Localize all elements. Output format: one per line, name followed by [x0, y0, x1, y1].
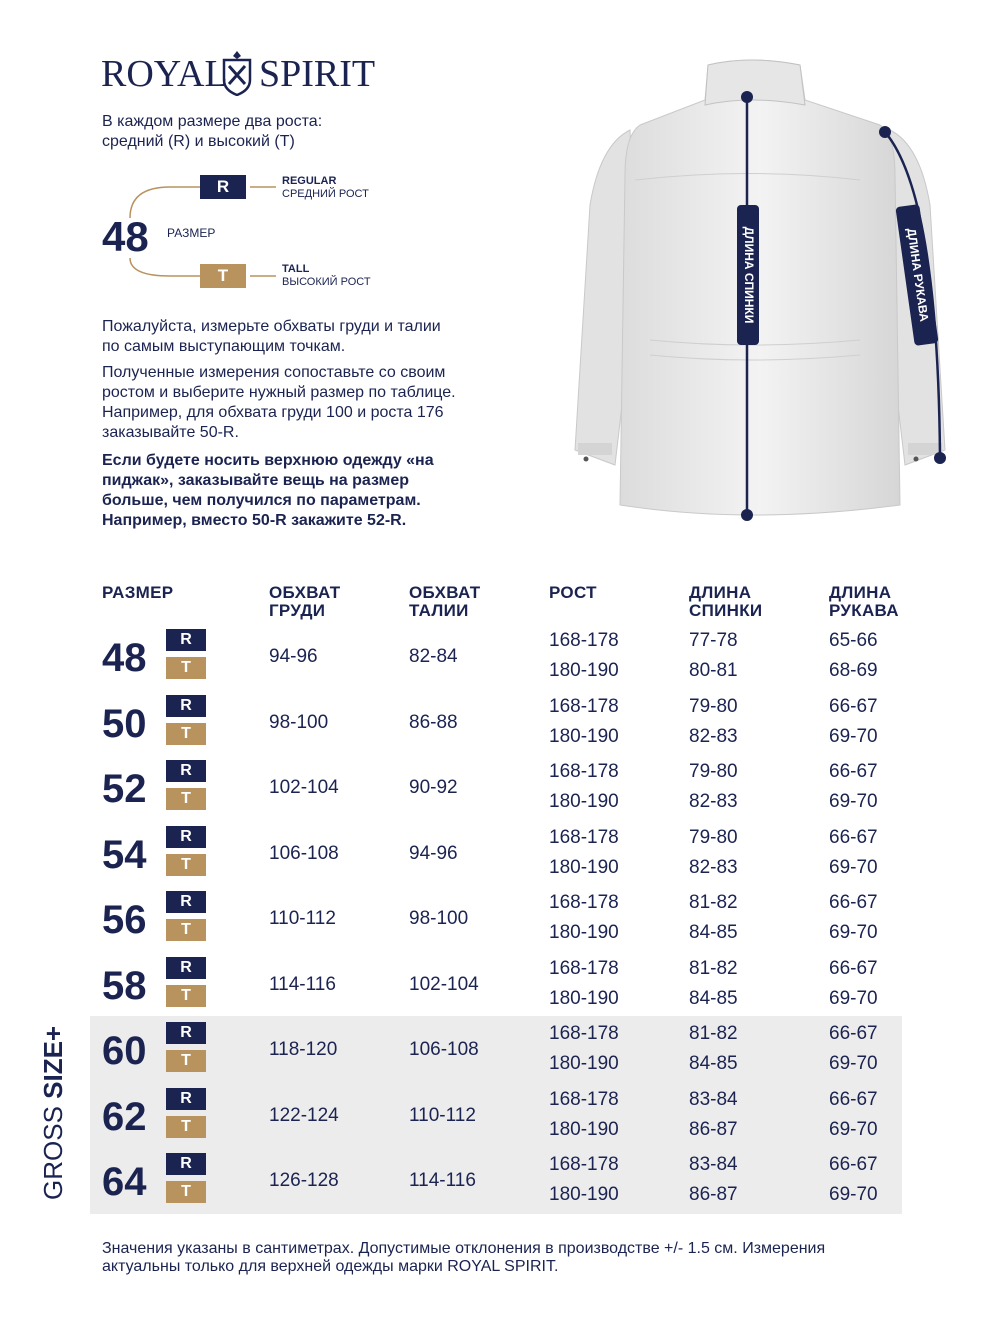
back-tall-cell: 84-85	[689, 987, 738, 1009]
header-text: ДЛИНА	[689, 583, 752, 602]
intro-line: средний (R) и высокий (T)	[102, 133, 295, 150]
gross-label-light: GROSS	[38, 1098, 68, 1200]
sleeve-length-label: ДЛИНА РУКАВА	[904, 227, 932, 323]
legend-size-number: 48	[102, 213, 149, 260]
waist-cell: 106-108	[409, 1039, 479, 1060]
back-tall-cell: 82-83	[689, 791, 738, 812]
regular-badge: R	[166, 629, 206, 651]
size-number: 60	[102, 1029, 147, 1073]
regular-badge: R	[166, 826, 206, 848]
instruction-line: Если будете носить верхнюю одежду «на	[102, 452, 434, 469]
header-waist	[409, 584, 480, 620]
chest-cell: 102-104	[269, 777, 339, 798]
table-row	[0, 956, 1000, 1018]
header-height	[549, 584, 597, 602]
back-regular-cell: 79-80	[689, 761, 738, 782]
header-back	[689, 584, 762, 620]
instruction-line: заказывайте 50-R.	[102, 424, 239, 441]
height-regular-cell: 168-178	[549, 761, 619, 782]
header-text: ГРУДИ	[269, 601, 326, 620]
regular-badge: R	[166, 1022, 206, 1044]
table-row	[0, 694, 1000, 756]
sleeve-regular-cell: 65-66	[829, 630, 878, 651]
height-legend	[100, 170, 430, 295]
height-tall-cell: 180-190	[549, 1184, 619, 1205]
tall-badge: T	[166, 1050, 206, 1072]
height-tall-cell: 180-190	[549, 922, 619, 943]
table-row	[0, 825, 1000, 887]
gross-label-bold: SIZE+	[38, 1025, 68, 1099]
intro-text	[102, 112, 322, 152]
back-regular-cell: 83-84	[689, 1088, 738, 1110]
sleeve-regular-cell: 66-67	[829, 1088, 878, 1110]
chest-cell: 126-128	[269, 1170, 339, 1191]
back-tall-cell: 86-87	[689, 1118, 738, 1140]
chest-cell: 118-120	[269, 1039, 338, 1060]
header-text: ОБХВАТ	[269, 583, 341, 602]
sleeve-tall-cell: 69-70	[829, 987, 878, 1009]
size-number: 64	[102, 1160, 147, 1204]
waist-cell: 114-116	[409, 1170, 476, 1191]
back-regular-cell: 81-82	[689, 892, 738, 913]
regular-badge: R	[166, 1153, 206, 1175]
table-row	[0, 1087, 1000, 1149]
sleeve-regular-cell: 66-67	[829, 1023, 878, 1044]
tall-badge: T	[166, 1116, 206, 1138]
table-row	[0, 1152, 1000, 1214]
legend-regular-badge: R	[200, 175, 246, 199]
header-text: РУКАВА	[829, 601, 899, 620]
sleeve-tall-cell: 69-70	[829, 1184, 878, 1205]
instruction-line: ростом и выберите нужный размер по таблице.	[102, 384, 456, 401]
size-number: 56	[102, 898, 147, 942]
brand-logo	[101, 50, 376, 98]
table-row	[0, 890, 1000, 952]
tall-badge: T	[166, 919, 206, 941]
waist-cell: 98-100	[409, 908, 469, 929]
instruction-line: больше, чем получился по параметрам.	[102, 492, 421, 509]
back-tall-cell: 80-81	[689, 660, 738, 681]
regular-badge: R	[166, 1088, 206, 1110]
waist-cell: 110-112	[409, 1104, 476, 1126]
header-chest	[269, 584, 340, 620]
back-regular-cell: 83-84	[689, 1154, 738, 1175]
header-sleeve	[829, 584, 899, 620]
waist-cell: 90-92	[409, 777, 458, 798]
jacket-diagram	[560, 55, 960, 525]
sleeve-tall-cell: 69-70	[829, 1053, 878, 1074]
legend-size-label: РАЗМЕР	[167, 226, 216, 240]
instruction-line: пиджак», заказывайте вещь на размер	[102, 472, 410, 489]
height-regular-cell: 168-178	[549, 695, 619, 717]
header-text: РОСТ	[549, 583, 597, 602]
back-tall-cell: 82-83	[689, 856, 738, 878]
sleeve-tall-cell: 68-69	[829, 660, 878, 681]
chest-cell: 114-116	[269, 973, 336, 995]
back-tall-cell: 86-87	[689, 1184, 738, 1205]
sleeve-regular-cell: 66-67	[829, 1154, 878, 1175]
size-number: 52	[102, 767, 147, 811]
size-number: 50	[102, 701, 147, 746]
regular-badge: R	[166, 695, 206, 717]
tall-badge: T	[166, 854, 206, 876]
instruction-line: Например, для обхвата груди 100 и роста 176	[102, 404, 444, 421]
waist-cell: 94-96	[409, 842, 458, 864]
tall-badge: T	[166, 1181, 206, 1203]
height-tall-cell: 180-190	[549, 725, 619, 747]
sleeve-regular-cell: 66-67	[829, 826, 878, 848]
back-length-label: ДЛИНА СПИНКИ	[741, 226, 756, 324]
height-regular-cell: 168-178	[549, 1023, 619, 1044]
legend-tall-title: TALL	[282, 263, 310, 275]
size-number: 62	[102, 1094, 147, 1139]
back-regular-cell: 81-82	[689, 1023, 738, 1044]
back-regular-cell: 79-80	[689, 695, 738, 717]
regular-badge: R	[166, 760, 206, 782]
height-tall-cell: 180-190	[549, 1053, 619, 1074]
height-tall-cell: 180-190	[549, 1118, 619, 1140]
regular-badge: R	[166, 957, 206, 979]
footnote	[102, 1240, 922, 1276]
size-number: 48	[102, 636, 147, 680]
instruction-line: по самым выступающим точкам.	[102, 338, 346, 355]
instruction-line: Например, вместо 50-R закажите 52-R.	[102, 512, 407, 529]
height-regular-cell: 168-178	[549, 892, 619, 913]
regular-badge: R	[166, 891, 206, 913]
brand-name-left: ROYAL	[101, 53, 228, 95]
height-regular-cell: 168-178	[549, 1154, 619, 1175]
instruction-line: Пожалуйста, измерьте обхваты груди и талии	[102, 318, 441, 335]
table-row	[0, 1021, 1000, 1083]
instruction-measure	[102, 317, 441, 357]
legend-regular-sub: СРЕДНИЙ РОСТ	[282, 188, 369, 200]
intro-line: В каждом размере два роста:	[102, 113, 323, 130]
legend-tall-badge: T	[200, 264, 246, 288]
chest-cell: 98-100	[269, 711, 329, 733]
back-regular-cell: 79-80	[689, 826, 738, 848]
height-regular-cell: 168-178	[549, 826, 619, 848]
sleeve-tall-cell: 69-70	[829, 725, 878, 747]
chest-cell: 106-108	[269, 842, 339, 864]
tall-badge: T	[166, 788, 206, 810]
instruction-compare	[102, 363, 456, 443]
height-regular-cell: 168-178	[549, 957, 619, 979]
waist-cell: 86-88	[409, 711, 458, 733]
height-tall-cell: 180-190	[549, 791, 619, 812]
legend-regular-title: REGULAR	[282, 175, 337, 187]
sleeve-tall-cell: 69-70	[829, 1118, 878, 1140]
chest-cell: 110-112	[269, 908, 336, 929]
height-regular-cell: 168-178	[549, 1088, 619, 1110]
sleeve-regular-cell: 66-67	[829, 892, 878, 913]
instruction-line: Полученные измерения сопоставьте со своим	[102, 364, 446, 381]
brand-name-right: SPIRIT	[259, 53, 376, 95]
size-number: 58	[102, 963, 147, 1008]
back-tall-cell: 82-83	[689, 725, 738, 747]
header-size	[102, 584, 173, 602]
back-tall-cell: 84-85	[689, 922, 738, 943]
back-regular-cell: 77-78	[689, 630, 738, 651]
sleeve-tall-cell: 69-70	[829, 922, 878, 943]
back-regular-cell: 81-82	[689, 957, 738, 979]
sleeve-tall-cell: 69-70	[829, 856, 878, 878]
legend-tall-sub: ВЫСОКИЙ РОСТ	[282, 276, 371, 288]
chest-cell: 94-96	[269, 646, 318, 667]
tall-badge: T	[166, 985, 206, 1007]
tall-badge: T	[166, 723, 206, 745]
footnote-line: Значения указаны в сантиметрах. Допустимые отклонения в производстве +/- 1.5 см. Измерения	[102, 1240, 826, 1257]
legend-tall-caption	[282, 263, 371, 289]
size-number: 54	[102, 832, 147, 877]
table-row	[0, 759, 1000, 821]
header-text: СПИНКИ	[689, 601, 763, 620]
header-text: ОБХВАТ	[409, 583, 481, 602]
header-text: ДЛИНА	[829, 583, 892, 602]
table-row	[0, 628, 1000, 690]
sleeve-tall-cell: 69-70	[829, 791, 878, 812]
sleeve-regular-cell: 66-67	[829, 695, 878, 717]
height-tall-cell: 180-190	[549, 660, 619, 681]
back-tall-cell: 84-85	[689, 1053, 738, 1074]
legend-regular-caption	[282, 175, 369, 201]
waist-cell: 102-104	[409, 973, 479, 995]
waist-cell: 82-84	[409, 646, 458, 667]
instruction-outerwear	[102, 451, 434, 531]
crest-icon	[221, 50, 253, 96]
header-text: РАЗМЕР	[102, 583, 174, 602]
footnote-line: актуальны только для верхней одежды марки ROYAL SPIRIT.	[102, 1258, 559, 1275]
legend-connectors	[100, 170, 430, 295]
header-text: ТАЛИИ	[409, 601, 469, 620]
tall-badge: T	[166, 657, 206, 679]
sleeve-regular-cell: 66-67	[829, 761, 878, 782]
sleeve-regular-cell: 66-67	[829, 957, 878, 979]
height-tall-cell: 180-190	[549, 856, 619, 878]
height-regular-cell: 168-178	[549, 630, 619, 651]
height-tall-cell: 180-190	[549, 987, 619, 1009]
chest-cell: 122-124	[269, 1104, 339, 1126]
